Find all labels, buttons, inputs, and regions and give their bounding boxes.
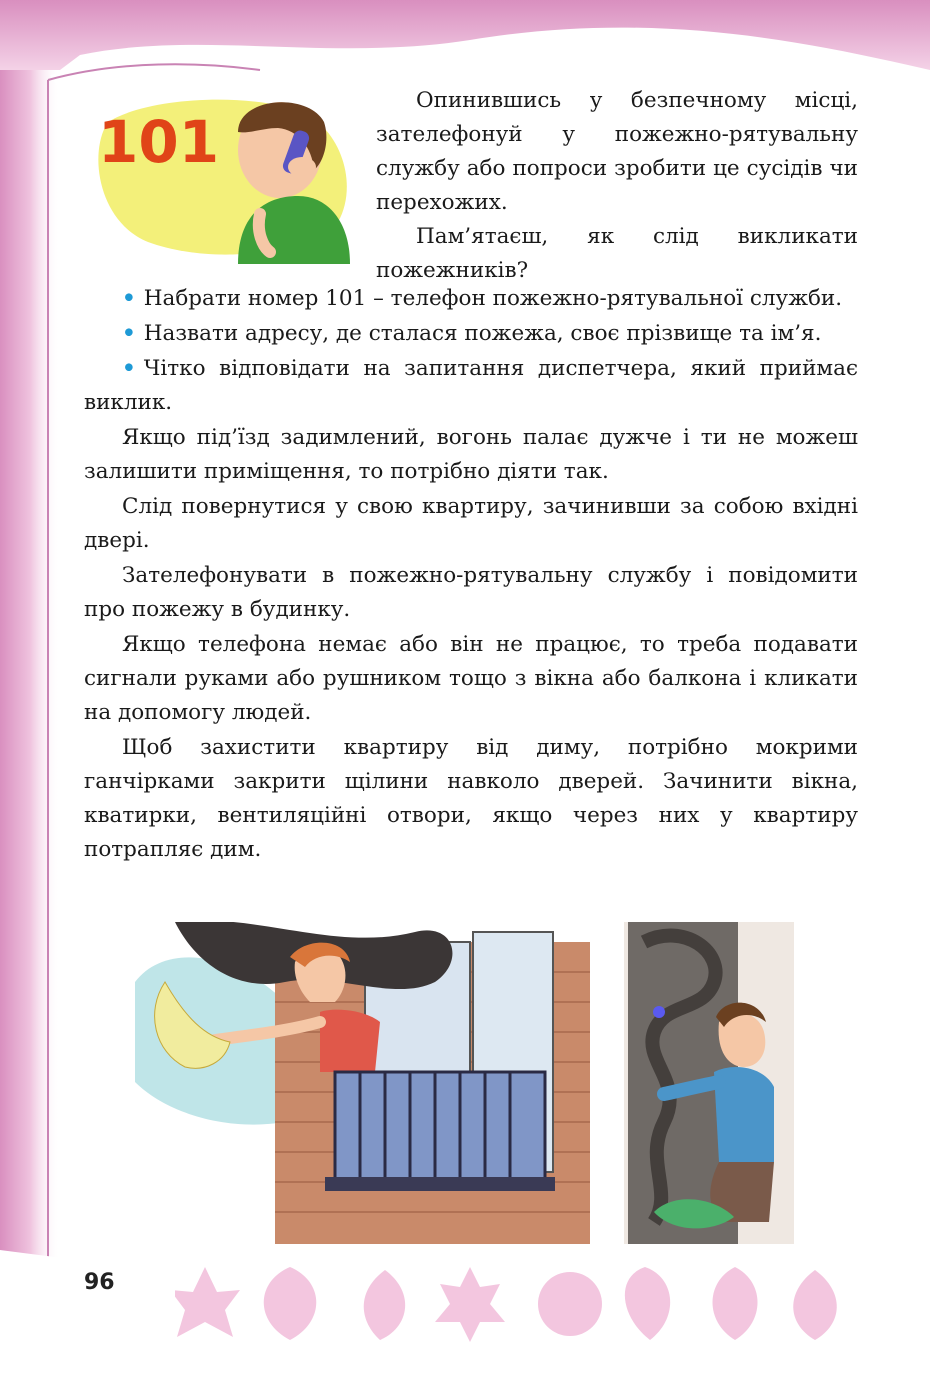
leaf-icon: [435, 1267, 505, 1342]
door-smoke-illustration: [624, 922, 794, 1244]
intro-paragraph: Пам’ятаєш, як слід викликати пожежників?: [376, 224, 858, 283]
phone-boy-illustration: [88, 92, 356, 264]
leaf-icon: [538, 1272, 602, 1336]
bullet-item: [84, 282, 858, 316]
bullet-item: [84, 317, 858, 351]
paragraph: Слід повернутися у свою квартиру, зачинивши за собою вхідні двері.: [84, 494, 858, 553]
balcony-fire-illustration: [135, 922, 590, 1244]
leaf-icon: [175, 1267, 240, 1337]
intro-paragraph: Опинившись у безпечному місці, зателефонуй у пожежно-рятувальну службу або попроси зробити це сусідів чи перехожих.: [376, 88, 858, 215]
bullet-text: Назвати адресу, де сталася пожежа, своє прізвище та ім’я.: [143, 321, 822, 346]
intro-text: [376, 84, 858, 288]
leaf-icon: [264, 1267, 317, 1340]
leaf-icon: [793, 1270, 837, 1340]
leaf-icon: [713, 1267, 758, 1340]
leaf-icon: [625, 1267, 670, 1340]
leaf-decoration: [175, 1262, 875, 1342]
bullet-text: Чітко відповідати на запитання диспетчера, який приймає виклик.: [84, 356, 858, 415]
bullet-item: [84, 352, 858, 420]
bullet-icon: •: [122, 321, 136, 346]
paragraph: Якщо під’їзд задимлений, вогонь палає дужче і ти не можеш залишити приміщення, то потрібно діяти так.: [84, 425, 858, 484]
bullet-text: Набрати номер 101 – телефон пожежно-рятувальної служби.: [143, 286, 843, 311]
bullet-icon: •: [122, 356, 136, 381]
illustration-number-label: 101: [98, 108, 220, 176]
paragraph: Зателефонувати в пожежно-рятувальну службу і повідомити про пожежу в будинку.: [84, 563, 858, 622]
bullet-icon: •: [122, 286, 136, 311]
main-text: [84, 282, 858, 868]
leaf-icon: [364, 1270, 405, 1340]
paragraph: Якщо телефона немає або він не працює, то треба подавати сигнали руками або рушником тощо з вікна або балкона і кликати на допомогу людей.: [84, 632, 858, 725]
page-number: 96: [84, 1270, 115, 1295]
paragraph: Щоб захистити квартиру від диму, потрібно мокрими ганчірками закрити щілини навколо дверей. Зачинити вікна, кватирки, вентиляційні отвори, якщо через них у квартиру потрапляє дим.: [84, 735, 858, 862]
